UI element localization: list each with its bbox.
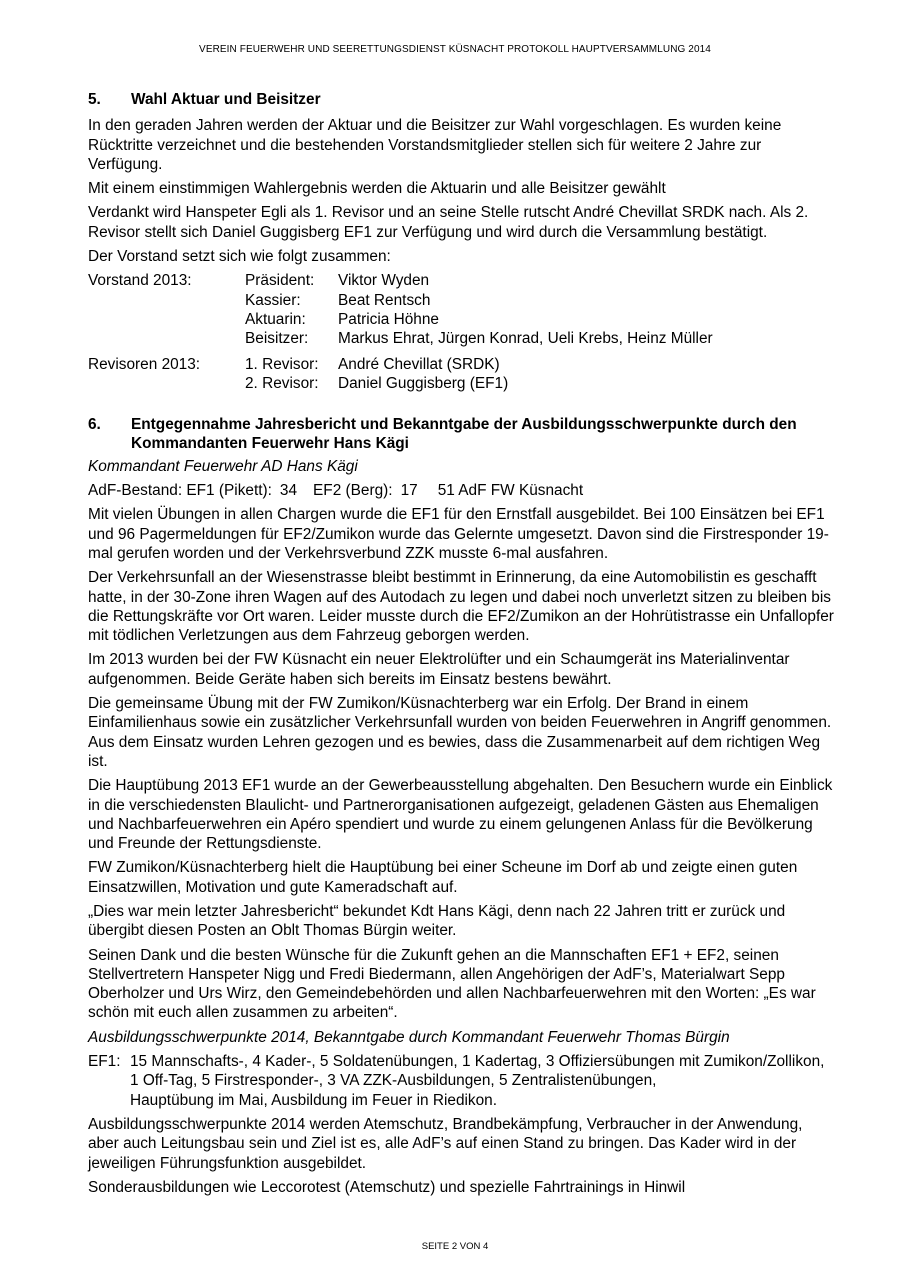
board-role: 2. Revisor:	[245, 374, 319, 392]
paragraph: Seinen Dank und die besten Wünsche für die Zukunft gehen an die Mannschaften EF1 + EF2, seinen Stellvertretern Hanspeter Nigg und Fredi Biedermann, allen Angehörigen der AdF’s, Materialwart Sepp Oberholzer und Urs Wirz, den Gemeindebehörden und allen Nachbarfeuerwehren mit den Worten: „Es war schön mit euch allen zusammen zu arbeiten“.	[88, 946, 816, 1022]
board-row	[88, 374, 834, 393]
board-role: 1. Revisor:	[245, 355, 319, 373]
paragraph: Der Vorstand setzt sich wie folgt zusammen:	[88, 248, 391, 266]
board-row	[88, 329, 834, 348]
stat-ef1-value: 34	[279, 482, 298, 500]
board-list	[88, 271, 834, 393]
board-member: Daniel Guggisberg (EF1)	[338, 374, 509, 392]
ef1-body	[130, 1052, 834, 1110]
board-member: Patricia Höhne	[338, 310, 439, 328]
training-heading: Ausbildungsschwerpunkte 2014, Bekanntgabe durch Kommandant Feuerwehr Thomas Bürgin	[88, 1028, 730, 1046]
board-row	[88, 310, 834, 329]
board-role: Kassier:	[245, 291, 301, 309]
ef1-text-2: Hauptübung im Mai, Ausbildung im Feuer in Riedikon.	[130, 1091, 498, 1109]
adf-stats	[88, 481, 834, 500]
section-title: Entgegennahme Jahresbericht und Bekanntgabe der Ausbildungsschwerpunkte durch den Kommandanten Feuerwehr Hans Kägi	[131, 416, 797, 453]
page-footer: SEITE 2 VON 4	[421, 1241, 489, 1252]
paragraph: Mit vielen Übungen in allen Chargen wurde die EF1 für den Ernstfall ausgebildet. Bei 100 Einsätzen bei EF1 und 96 Pagermeldungen für EF2/Zumikon wurde das Gelernte umgesetzt. Davon sind die Firstresponder 19-mal gerufen worden und der Verkehrsverbund ZZK musste 6-mal ausfahren.	[88, 506, 829, 562]
board-member: Beat Rentsch	[338, 291, 431, 309]
page-content	[88, 90, 834, 1202]
board-member: Markus Ehrat, Jürgen Konrad, Ueli Krebs, Heinz Müller	[338, 330, 713, 348]
board-group	[88, 291, 245, 310]
board-row	[88, 355, 834, 374]
section-6-heading	[88, 415, 834, 454]
paragraph: Die gemeinsame Übung mit der FW Zumikon/Küsnachterberg war ein Erfolg. Der Brand in einem Einfamilienhaus sowie ein zusätzlicher Verkehrsunfall wurden von beiden Feuerwehren in Angriff genommen. Aus dem Einsatz wurden Lehren gezogen und es bewies, dass die Zusammenarbeit auf dem richtigen Weg ist.	[88, 695, 832, 770]
ef1-label: EF1:	[88, 1053, 121, 1071]
board-group	[88, 374, 245, 393]
board-member: Viktor Wyden	[338, 272, 430, 290]
paragraph: Ausbildungsschwerpunkte 2014 werden Atemschutz, Brandbekämpfung, Verbraucher in der Anwendung, aber auch Leitungsbau sein und Ziel ist es, alle AdF’s auf einen Stand zu bringen. Das Kader wird in der jeweiligen Führungsfunktion ausgebildet.	[88, 1115, 803, 1172]
paragraph: Im 2013 wurden bei der FW Küsnacht ein neuer Elektrolüfter und ein Schaumgerät ins Materialinventar aufgenommen. Beide Geräte haben sich bereits im Einsatz bestens bewährt.	[88, 651, 790, 688]
paragraph: Mit einem einstimmigen Wahlergebnis werden die Aktuarin und alle Beisitzer gewählt	[88, 180, 666, 198]
running-header: VEREIN FEUERWEHR UND SEERETTUNGSDIENST KÜSNACHT PROTOKOLL HAUPTVERSAMMLUNG 2014	[199, 44, 711, 55]
board-group: Revisoren 2013:	[88, 355, 201, 373]
paragraph: Der Verkehrsunfall an der Wiesenstrasse bleibt bestimmt in Erinnerung, da eine Automobilistin es geschafft hatte, in der 30-Zone ihren Wagen auf des Autodach zu legen und dabei noch unverletzt sitzen zu bleiben bis die Rettungskräfte vor Ort waren. Leider musste durch die EF2/Zumikon an der Hohrütistrasse ein Unfallopfer mit tödlichen Verletzungen aus dem Fahrzeug geborgen werden.	[88, 569, 834, 645]
board-role: Aktuarin:	[245, 310, 306, 328]
stat-ef2-label: EF2 (Berg):	[313, 482, 393, 500]
board-role: Präsident:	[245, 272, 315, 290]
board-row	[88, 271, 834, 290]
ef1-text: 15 Mannschafts-, 4 Kader-, 5 Soldatenübungen, 1 Kadertag, 3 Offiziersübungen mit Zumikon/Zollikon, 1 Off-Tag, 5 Firstresponder-, 3 VA ZZK-Ausbildungen, 5 Zentralistenübungen,	[130, 1053, 825, 1090]
paragraph: In den geraden Jahren werden der Aktuar und die Beisitzer zur Wahl vorgeschlagen. Es wurden keine Rücktritte verzeichnet und die bestehenden Vorstandsmitglieder stellen sich für weitere 2 Jahre zur Verfügung.	[88, 117, 782, 173]
paragraph: Sonderausbildungen wie Leccorotest (Atemschutz) und spezielle Fahrtrainings in Hinwil	[88, 1178, 686, 1196]
paragraph: Verdankt wird Hanspeter Egli als 1. Revisor und an seine Stelle rutscht André Chevillat SRDK nach. Als 2. Revisor stellt sich Daniel Guggisberg EF1 zur Verfügung und wird durch die Versammlung bestätigt.	[88, 204, 809, 241]
ef1-training-list	[88, 1052, 834, 1110]
board-role: Beisitzer:	[245, 330, 309, 348]
stat-ef2-value: 17	[400, 482, 418, 500]
paragraph: FW Zumikon/Küsnachterberg hielt die Hauptübung bei einer Scheune im Dorf ab und zeigte einen guten Einsatzwillen, Motivation und gute Kameradschaft auf.	[88, 859, 798, 896]
board-group: Vorstand 2013:	[88, 272, 192, 290]
section-title: Wahl Aktuar und Beisitzer	[131, 91, 321, 108]
board-group	[88, 310, 245, 329]
section-number: 6.	[88, 416, 101, 434]
section-number: 5.	[88, 91, 101, 108]
speaker-subtitle: Kommandant Feuerwehr AD Hans Kägi	[88, 457, 358, 475]
stat-label: AdF-Bestand: EF1 (Pikett):	[88, 482, 272, 500]
board-group	[88, 329, 245, 348]
board-row	[88, 291, 834, 310]
board-member: André Chevillat (SRDK)	[338, 355, 500, 373]
paragraph: „Dies war mein letzter Jahresbericht“ bekundet Kdt Hans Kägi, denn nach 22 Jahren tritt er zurück und übergibt diesen Posten an Oblt Thomas Bürgin weiter.	[88, 902, 786, 940]
paragraph: Die Hauptübung 2013 EF1 wurde an der Gewerbeausstellung abgehalten. Den Besuchern wurde ein Einblick in die verschiedensten Blaulicht- und Partnerorganisationen aufgezeigt, geladenen Gästen aus Ehemaligen und Nachbarfeuerwehren ein Apéro spendiert und wurde zu einem gelungenen Anlass für die Bevölkerung und Freunde der Rettungsdienste.	[88, 777, 833, 853]
section-5-heading	[88, 90, 834, 109]
stat-total: 51 AdF FW Küsnacht	[437, 482, 584, 500]
